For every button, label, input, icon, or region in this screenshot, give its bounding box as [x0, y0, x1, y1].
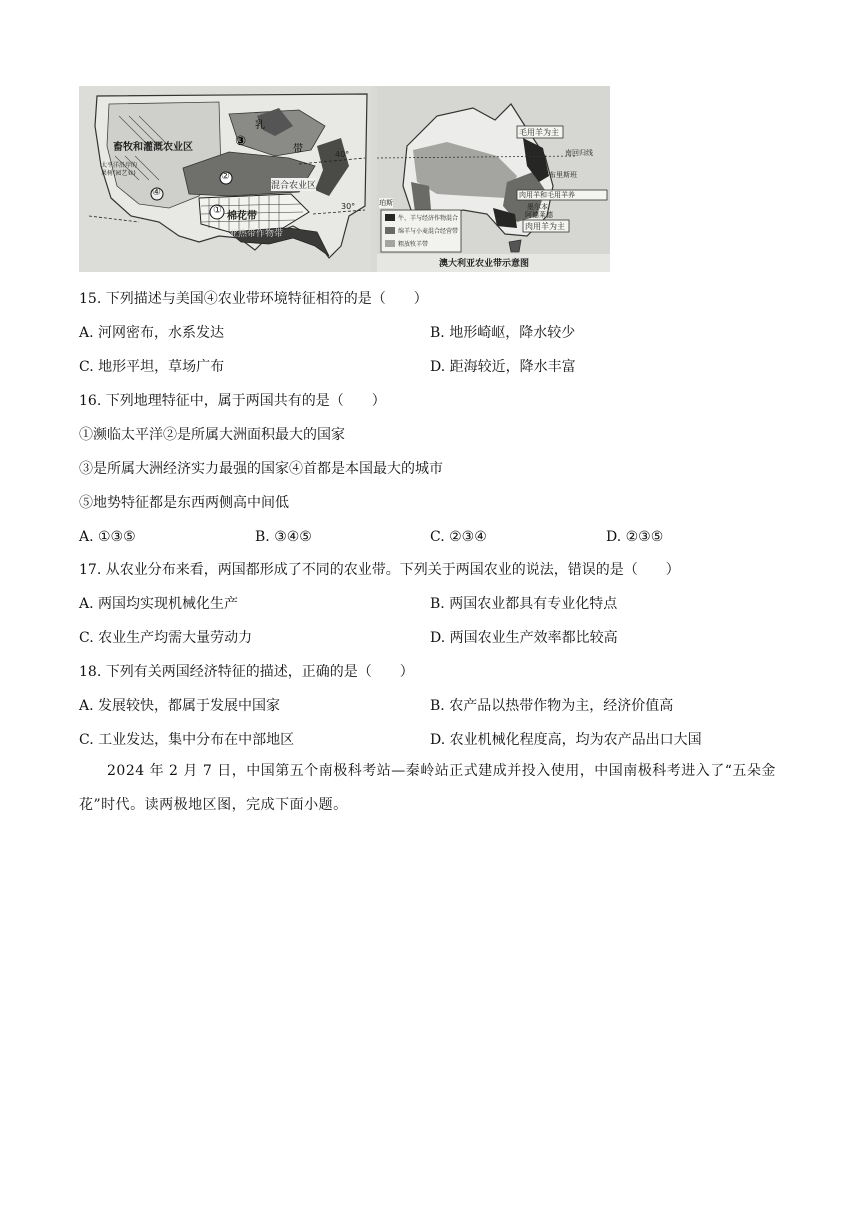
label-mixed: 混合农业区	[271, 178, 316, 191]
question-18-option-a: A. 发展较快，都属于发展中国家	[79, 698, 281, 714]
label-ranching: 畜牧和灌溉农业区	[113, 142, 193, 153]
question-15-option-b: B. 地形崎岖，降水较少	[430, 325, 576, 341]
label-lat-30: 30°	[341, 202, 356, 211]
question-17-stem: 17. 从农业分布来看，两国都形成了不同的农业带。下列关于两国农业的说法，错误的是（ ）	[79, 562, 680, 578]
usa-agriculture-map	[79, 86, 371, 272]
label-perth: 珀斯	[379, 199, 393, 207]
question-16-statement-2: ③是所属大洲经济实力最强的国家④首都是本国最大的城市	[79, 461, 443, 477]
label-number-1: ①	[213, 205, 222, 216]
label-belt-char: 带	[293, 144, 303, 155]
question-18-stem: 18. 下列有关两国经济特征的描述，正确的是（ ）	[79, 664, 414, 680]
label-dairy-number: ③	[235, 134, 247, 149]
label-adelaide: 阿德莱德	[525, 211, 553, 219]
question-16-option-b: B. ③④⑤	[255, 529, 312, 545]
label-number-2: ②	[221, 171, 230, 182]
label-tropic-capricorn: 南回归线	[565, 149, 593, 157]
question-18-option-b: B. 农产品以热带作物为主，经济价值高	[430, 698, 674, 714]
question-16-option-d: D. ②③⑤	[606, 529, 664, 545]
question-18-option-c: C. 工业发达，集中分布在中部地区	[79, 732, 295, 748]
question-17-option-a: A. 两国均实现机械化生产	[79, 596, 239, 612]
question-16-statement-1: ①濒临太平洋②是所属大洲面积最大的国家	[79, 427, 345, 443]
label-cotton: 棉花带	[227, 211, 257, 222]
agriculture-maps-figure	[79, 86, 610, 272]
legend-wheat-sheep: 绵羊与小麦混合经营带	[398, 228, 459, 235]
label-dairy-char: 乳	[255, 120, 265, 131]
question-15-option-c: C. 地形平坦，草场广布	[79, 359, 225, 375]
question-16-option-a: A. ①③⑤	[79, 529, 136, 545]
legend-extensive-grazing: 粗放牧羊带	[398, 241, 429, 248]
question-16-option-c: C. ②③④	[430, 529, 487, 545]
label-meat-sheep: 肉用羊为主	[525, 222, 565, 231]
question-18-option-d: D. 农业机械化程度高，均为农产品出口大国	[430, 732, 702, 748]
legend-mixed-crops: 牛、羊与经济作物混合	[398, 215, 459, 222]
question-15-option-a: A. 河网密布，水系发达	[79, 325, 225, 341]
label-brisbane: 布里斯班	[549, 171, 577, 179]
label-melbourne: 墨尔本	[527, 203, 548, 211]
question-17-option-b: B. 两国农业都具有专业化特点	[430, 596, 618, 612]
map-caption: 澳大利亚农业带示意图	[439, 259, 530, 269]
label-meat-wool-sheep: 肉用羊和毛用羊养	[519, 191, 575, 199]
australia-agriculture-map	[377, 86, 610, 272]
label-lat-40: 40°	[335, 150, 350, 159]
reading-passage: 2024 年 2 月 7 日，中国第五个南极科考站—秦岭站正式建成并投入使用，中国南极科考进入了“五朵金花”时代。读两极地区图，完成下面小题。	[79, 763, 776, 813]
question-15-option-d: D. 距海较近，降水丰富	[430, 359, 576, 375]
question-17-option-c: C. 农业生产均需大量劳动力	[79, 630, 253, 646]
question-15-stem: 15. 下列描述与美国④农业带环境特征相符的是（ ）	[79, 291, 428, 307]
label-west-coast: 太平洋沿岸的果树(园艺业)	[101, 162, 138, 177]
question-17-option-d: D. 两国农业生产效率都比较高	[430, 630, 618, 646]
question-16-stem: 16. 下列地理特征中，属于两国共有的是（ ）	[79, 393, 386, 409]
question-16-statement-3: ⑤地势特征都是东西两侧高中间低	[79, 495, 289, 511]
label-wool-sheep: 毛用羊为主	[519, 128, 559, 137]
label-subtropical: 亚热带作物带	[229, 229, 284, 239]
label-number-4: ④	[152, 187, 161, 198]
